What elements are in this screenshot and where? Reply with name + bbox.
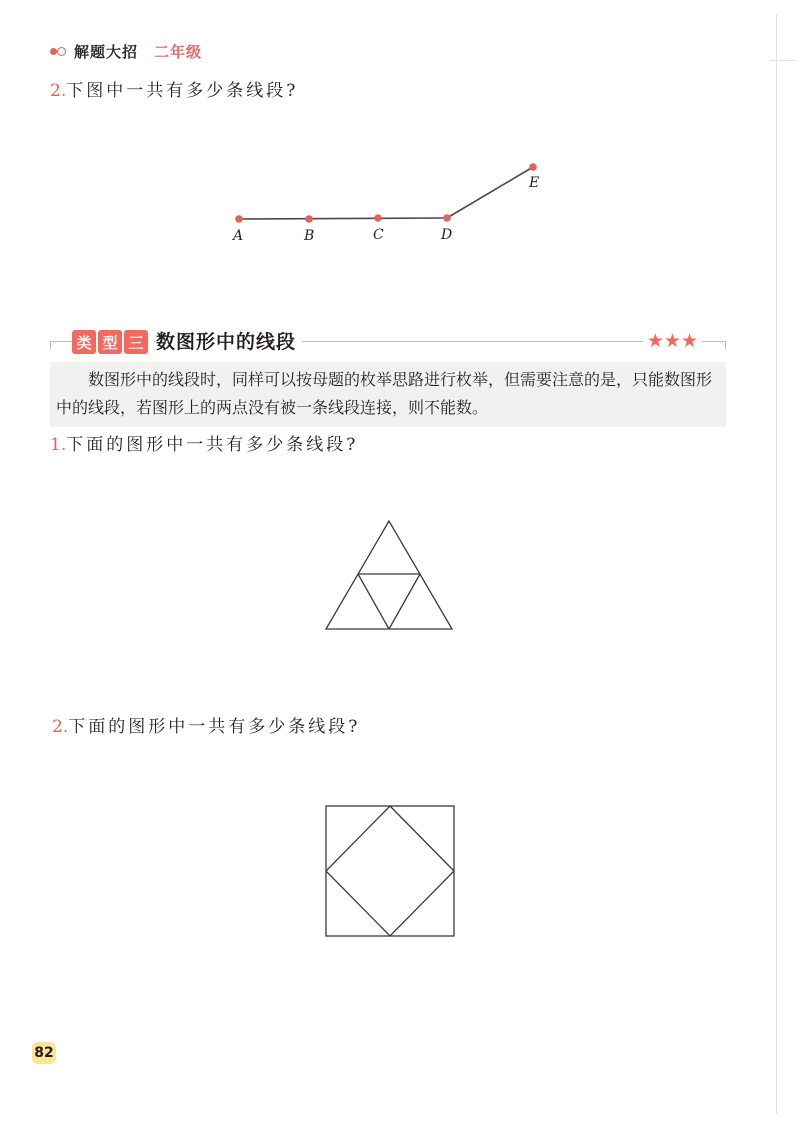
line-segment-figure [231, 163, 539, 244]
question-text: 下面的图形中一共有多少条线段? [68, 717, 361, 737]
description-text: 数图形中的线段时，同样可以按母题的枚举思路进行枚举，但需要注意的是，只能数图形中的线段，若图形上的两点没有被一条线段连接，则不能数。 [56, 370, 713, 417]
outer-square [326, 806, 454, 936]
difficulty-stars-icon: ★★★ [643, 330, 702, 352]
book-title: 解题大招 [74, 42, 139, 61]
badge-char: 三 [124, 330, 148, 354]
inner-diamond [326, 806, 454, 936]
badge-char: 型 [98, 330, 122, 354]
label-e: E [529, 175, 540, 191]
outer-triangle [326, 521, 452, 629]
question-text: 下面的图形中一共有多少条线段? [66, 435, 359, 455]
label-a: A [233, 228, 244, 244]
inner-right-line [389, 574, 420, 629]
question-number: 1. [50, 435, 67, 455]
question-1 [50, 430, 358, 455]
point-e [529, 163, 537, 171]
line-abcd [239, 218, 447, 219]
point-c [374, 214, 382, 222]
section-title: 数图形中的线段 [156, 330, 302, 354]
badge-char: 类 [72, 330, 96, 354]
question-number: 2. [52, 717, 69, 737]
inner-left-line [358, 574, 389, 629]
question-2 [52, 712, 360, 737]
grade-label: 二年级 [154, 42, 203, 61]
section-description [50, 362, 726, 427]
triangle-figure [326, 521, 452, 629]
point-a [235, 215, 243, 223]
label-b: B [304, 228, 315, 244]
point-d [443, 214, 451, 222]
section-header [50, 330, 726, 360]
page-number: 82 [32, 1042, 56, 1064]
label-c: C [373, 227, 384, 243]
square-figure [326, 806, 454, 936]
point-b [305, 215, 313, 223]
question-text: 下图中一共有多少条线段? [66, 81, 299, 101]
label-d: D [441, 227, 453, 243]
question-number: 2. [50, 81, 67, 101]
line-de [447, 167, 533, 218]
section-type-badges [72, 330, 154, 354]
